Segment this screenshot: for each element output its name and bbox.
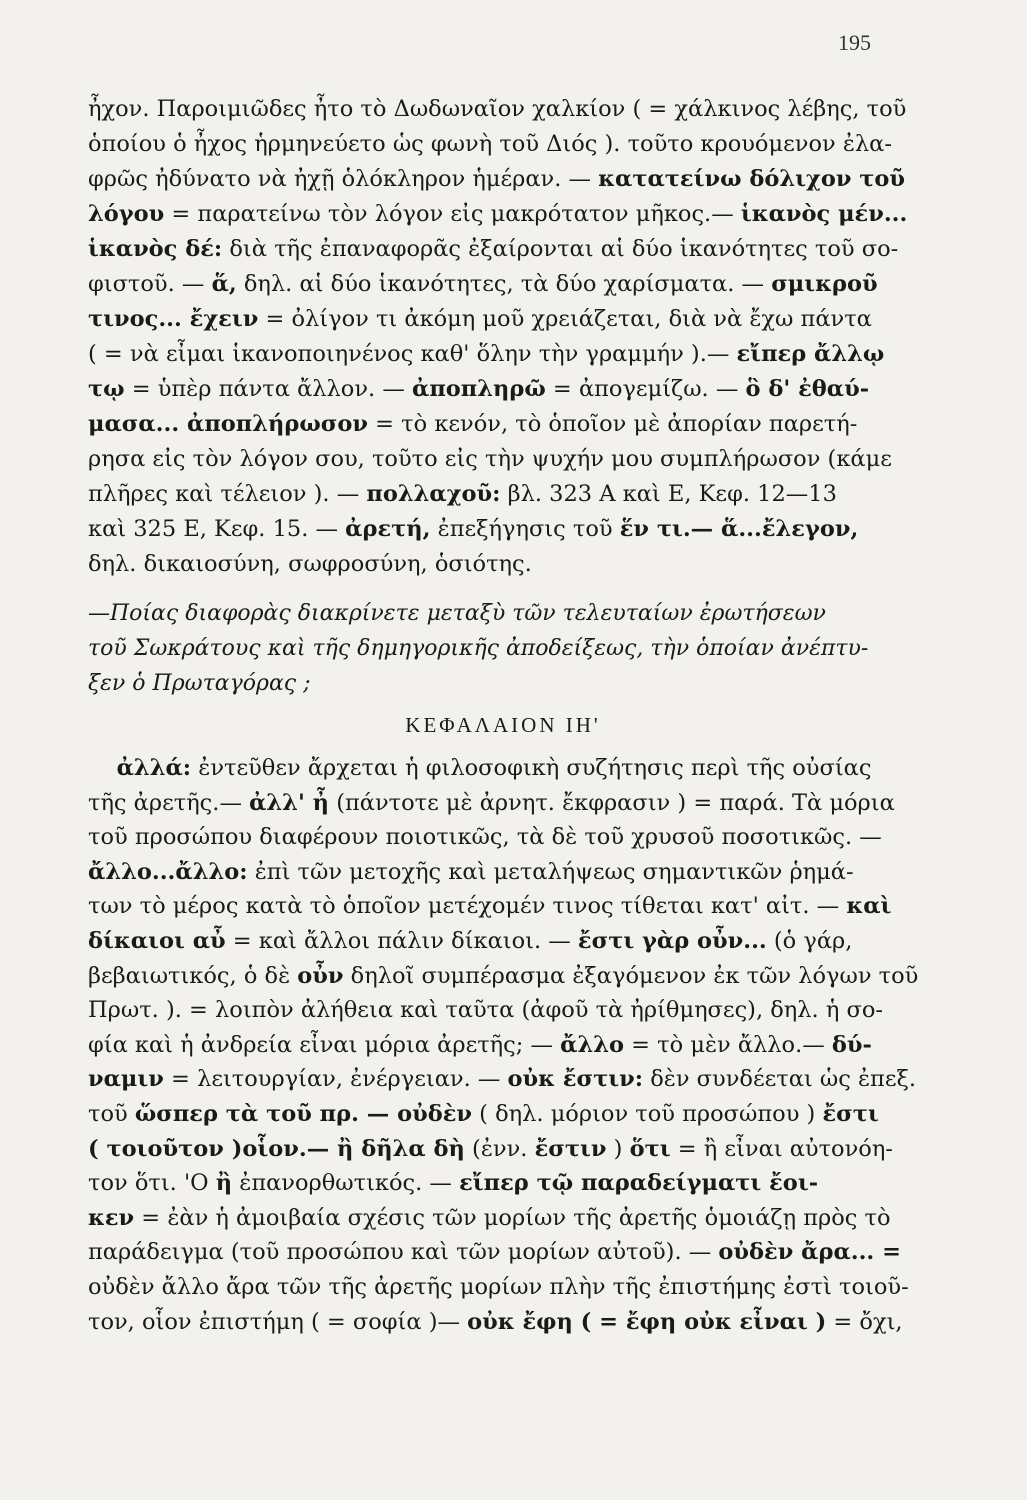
question-line: —Ποίας διαφορὰς διακρίνετε μεταξὺ τῶν τελευταίων ἐρωτήσεων [88, 601, 826, 626]
text-line [88, 993, 918, 1028]
commentary-section-2 [88, 751, 918, 1339]
text-run: = καὶ ἄλλοι πάλιν δίκαιοι. — [225, 927, 578, 954]
text-run: ἐπεξήγησις τοῦ [430, 516, 620, 542]
text-line [88, 337, 918, 372]
lemma-term: ἀλλ' ἦ [249, 789, 330, 816]
text-line [88, 267, 918, 302]
text-run: δὲν συνδέεται ὡς ἐπεξ. [643, 1066, 917, 1093]
text-run: ἐντεῦθεν ἄρχεται ἡ φιλοσοφικὴ συζήτησις περὶ τῆς οὐσίας [191, 755, 872, 781]
text-run: καὶ 325 Ε, Κεφ. 15. — [88, 516, 346, 542]
text-run: διὰ τῆς ἐπαναφορᾶς ἐξαίρονται αἱ δύο ἱκανότητες τοῦ σο- [222, 236, 899, 262]
text-run: ( δηλ. μόριον τοῦ προσώπου ) [472, 1100, 823, 1127]
commentary-section-1 [88, 92, 918, 582]
text-run [88, 755, 117, 781]
lemma-term: τῳ [88, 376, 125, 402]
lemma-term: οὖν [297, 962, 344, 989]
lemma-term: δύ- [831, 1031, 872, 1058]
text-line [88, 959, 918, 994]
text-run: (ἐνν. [464, 1135, 535, 1162]
text-run: οὐδὲν ἄλλο ἄρα τῶν τῆς ἀρετῆς μορίων πλὴν τῆς ἐπιστήμης ἐστὶ τοιοῦ- [88, 1273, 909, 1300]
text-run: = ἀπογεμίζω. — [545, 376, 746, 402]
text-line [88, 1305, 918, 1340]
lemma-term: κατατείνω δόλιχον τοῦ [598, 166, 906, 192]
text-run: ) [606, 1135, 630, 1162]
text-run: (ὁ γάρ, [766, 927, 853, 954]
text-line [88, 162, 918, 197]
text-line [88, 820, 918, 855]
lemma-term: λόγου [88, 201, 165, 227]
lemma-term: ἀρετή, [345, 516, 431, 542]
text-line [88, 924, 918, 959]
text-run: τον ὅτι. 'Ο [88, 1170, 216, 1197]
lemma-term: μασα... ἀποπλήρωσον [88, 411, 369, 437]
lemma-term: ἱκανὸς μέν... [740, 201, 908, 227]
lemma-term: ἄλλο [560, 1031, 625, 1058]
text-run: τοῦ [88, 1100, 135, 1127]
lemma-term: κεν [88, 1204, 135, 1231]
text-run: βλ. 323 Α καὶ Ε, Κεφ. 12—13 [500, 481, 837, 507]
text-line [88, 92, 918, 127]
text-line [88, 1235, 918, 1270]
text-run: δηλοῖ συμπέρασμα ἐξαγόμενον ἐκ τῶν λόγων τοῦ [343, 962, 918, 989]
lemma-term: ἅ, [211, 271, 237, 297]
lemma-term: οὐδὲν ἄρα... = [718, 1239, 901, 1266]
text-run: τῆς ἀρετῆς.— [88, 789, 250, 816]
text-run: ὁποίου ὁ ἦχος ἡρμηνεύετο ὡς φωνὴ τοῦ Διός ). τοῦτο κρουόμενον ἐλα- [88, 131, 892, 157]
text-line [88, 372, 918, 407]
lemma-term: σμικροῦ [771, 271, 878, 297]
text-run: παράδειγμα (τοῦ προσώπου καὶ τῶν μορίων αὐτοῦ). — [88, 1239, 719, 1266]
text-run: πλῆρες καὶ τέλειον ). — [88, 481, 367, 507]
text-line [88, 442, 918, 477]
text-line [88, 786, 918, 821]
lemma-term: οὐκ ἔφη ( = ἔφη οὐκ εἶναι ) [467, 1308, 827, 1335]
lemma-term: τινος... ἔχειν [88, 306, 259, 332]
text-line [88, 1166, 918, 1201]
text-line [88, 1270, 918, 1305]
text-run: ἐπανορθωτικός. — [232, 1170, 460, 1197]
lemma-term: καὶ [846, 893, 892, 920]
text-run: φιστοῦ. — [88, 271, 212, 297]
text-run: = παρατείνω τὸν λόγον εἰς μακρότατον μῆκος.— [164, 201, 741, 227]
lemma-term: ἔστιν [534, 1135, 607, 1162]
text-run: = ὀλίγον τι ἀκόμη μοῦ χρειάζεται, διὰ νὰ ἔχω πάντα [258, 306, 872, 332]
lemma-term: ἕν τι.— ἅ...ἔλεγον, [619, 516, 859, 542]
chapter-title: ΚΕΦΑΛΑΙΟΝ ΙΗ' [405, 713, 601, 737]
lemma-term: ναμιν [88, 1066, 164, 1093]
text-line [88, 889, 918, 924]
lemma-term: ἔστι [822, 1100, 879, 1127]
text-line [88, 302, 918, 337]
lemma-term: ἔστι γὰρ οὖν... [577, 927, 767, 954]
text-line [88, 477, 918, 512]
question-line: τοῦ Σωκράτους καὶ τῆς δημηγορικῆς ἀποδείξεως, τὴν ὁποίαν ἀνέπτυ- [88, 636, 869, 661]
text-run: ἦχον. Παροιμιῶδες ἦτο τὸ Δωδωναῖον χαλκίον ( = χάλκινος λέβης, τοῦ [88, 96, 907, 122]
text-run: των τὸ μέρος κατὰ τὸ ὁποῖον μετέχομέν τινος τίθεται κατ' αἰτ. — [88, 893, 847, 920]
lemma-term: οὐκ ἔστιν: [507, 1066, 644, 1093]
text-run: = τὸ μὲν ἄλλο.— [624, 1031, 832, 1058]
lemma-term: ὥσπερ τὰ τοῦ πρ. — οὐδὲν [134, 1100, 473, 1127]
lemma-term: ἱκανὸς δέ: [88, 236, 223, 262]
text-run: = τὸ κενόν, τὸ ὁποῖον μὲ ἀπορίαν παρετή- [368, 411, 858, 437]
text-run: = ὄχι, [826, 1308, 903, 1335]
text-run: ( = νὰ εἶμαι ἱκανοποιηνένος καθ' ὅλην τὴν γραμμήν ).— [88, 341, 737, 367]
text-run: τον, οἷον ἐπιστήμη ( = σοφία )— [88, 1308, 468, 1335]
text-line [88, 1097, 918, 1132]
text-line [88, 512, 918, 547]
lemma-term: ( τοιοῦτον )οἷον.— ἢ δῆλα δὴ [88, 1135, 465, 1162]
lemma-term: ἢ [215, 1170, 233, 1197]
lemma-term: δίκαιοι αὖ [88, 927, 226, 954]
lemma-term: πολλαχοῦ: [366, 481, 501, 507]
study-question [88, 596, 918, 701]
page-number: 195 [838, 30, 871, 55]
text-line [88, 1062, 918, 1097]
lemma-term: ὅτι [629, 1135, 671, 1162]
text-run: φία καὶ ἡ ἀνδρεία εἶναι μόρια ἀρετῆς; — [88, 1031, 561, 1058]
text-run: = ἢ εἶναι αὐτονόη- [670, 1135, 893, 1162]
lemma-term: εἴπερ ἄλλῳ [736, 341, 885, 367]
text-line [88, 1201, 918, 1236]
lemma-term: ἀλλά: [116, 755, 192, 781]
text-run: = ἐὰν ἡ ἀμοιβαία σχέσις τῶν μορίων τῆς ἀρετῆς ὁμοιάζῃ πρὸς τὸ [134, 1204, 891, 1231]
page-text [88, 92, 918, 1339]
text-line [88, 407, 918, 442]
question-line: ξεν ὁ Πρωταγόρας ; [88, 671, 311, 696]
text-line [88, 751, 918, 786]
text-line [88, 127, 918, 162]
text-run: βεβαιωτικός, ὁ δὲ [88, 962, 298, 989]
text-run: δηλ. δικαιοσύνη, σωφροσύνη, ὁσιότης. [88, 551, 532, 577]
text-run: = ὑπὲρ πάντα ἄλλον. — [124, 376, 412, 402]
lemma-term: ἄλλο...ἄλλο: [88, 858, 248, 885]
text-run: τοῦ προσώπου διαφέρουν ποιοτικῶς, τὰ δὲ τοῦ χρυσοῦ ποσοτικῶς. — [88, 824, 882, 851]
text-run: (πάντοτε μὲ ἀρνητ. ἔκφρασιν ) = παρά. Τὰ μόρια [329, 789, 895, 816]
text-line [88, 855, 918, 890]
text-line [88, 1028, 918, 1063]
text-line [88, 232, 918, 267]
text-run: δηλ. αἱ δύο ἱκανότητες, τὰ δύο χαρίσματα. — [236, 271, 772, 297]
text-run: φρῶς ἠδύνατο νὰ ἠχῇ ὁλόκληρον ἡμέραν. — [88, 166, 599, 192]
text-run: Πρωτ. ). = λοιπὸν ἀλήθεια καὶ ταῦτα (ἀφοῦ τὰ ἠρίθμησες), δηλ. ἡ σο- [88, 997, 883, 1024]
text-line [88, 547, 918, 582]
lemma-term: εἴπερ τῷ παραδείγματι ἔοι- [459, 1170, 819, 1197]
text-run: = λειτουργίαν, ἐνέργειαν. — [163, 1066, 508, 1093]
lemma-term: ὃ δ' ἐθαύ- [745, 376, 870, 402]
text-line [88, 197, 918, 232]
text-run: ρησα εἰς τὸν λόγον σου, τοῦτο εἰς τὴν ψυχήν μου συμπλήρωσον (κάμε [88, 446, 892, 472]
lemma-term: ἀποπληρῶ [412, 376, 546, 402]
text-line [88, 1132, 918, 1167]
text-run: ἐπὶ τῶν μετοχῆς καὶ μεταλήψεως σημαντικῶν ῥημά- [247, 858, 854, 885]
